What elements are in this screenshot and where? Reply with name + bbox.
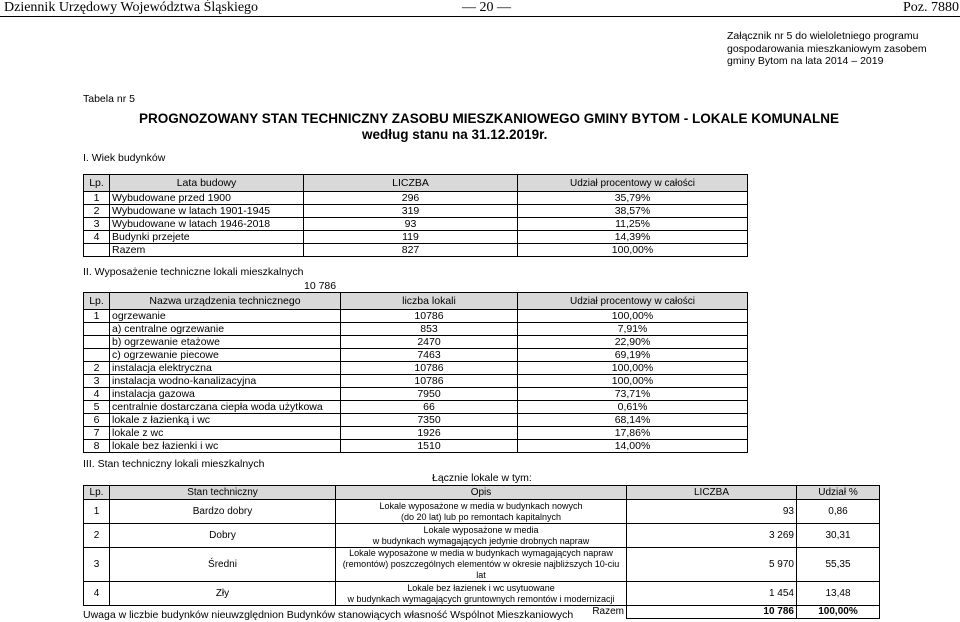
row-share: 55,35 — [797, 548, 880, 582]
table-row — [84, 375, 748, 388]
journal-title: Dziennik Urzędowy Województwa Śląskiego — [4, 0, 259, 15]
row-lp: 1 — [84, 192, 110, 205]
total-share: 100,00% — [797, 606, 880, 619]
table-row — [84, 414, 748, 427]
row-count: 10786 — [341, 375, 518, 388]
annex-note: Załącznik nr 5 do wieloletniego programu gospodarowania mieszkaniowym zasobem gminy Bytom na lata 2014 – 2019 — [727, 30, 927, 68]
footnote: Uwaga w liczbie budynków nieuwzględnion Budynków stanowiących własność Wspólnot Mieszkaniowych — [83, 609, 574, 621]
row-lp: 6 — [84, 414, 110, 427]
age-table-header — [84, 175, 748, 192]
row-count: 5 970 — [627, 548, 797, 582]
row-lp: 2 — [84, 524, 110, 548]
total-share: 100,00% — [518, 244, 748, 257]
row-name: instalacja wodno-kanalizacyjna — [110, 375, 341, 388]
row-desc — [336, 548, 627, 582]
row-share: 13,48 — [797, 582, 880, 606]
row-name: lokale z wc — [110, 427, 341, 440]
row-count: 93 — [304, 218, 518, 231]
row-count: 10786 — [341, 362, 518, 375]
row-desc — [336, 524, 627, 548]
row-count: 7463 — [341, 349, 518, 362]
row-count: 3 269 — [627, 524, 797, 548]
equipment-table-header — [84, 293, 748, 310]
row-name: Wybudowane w latach 1946-2018 — [110, 218, 304, 231]
row-share: 68,14% — [518, 414, 748, 427]
row-lp: 4 — [84, 231, 110, 244]
row-desc-line2: w budynkach wymagających jedynie drobnych napraw — [372, 535, 590, 546]
row-share: 14,39% — [518, 231, 748, 244]
header-lp: Lp. — [84, 486, 110, 500]
header-share: Udział % — [797, 486, 880, 500]
row-lp: 2 — [84, 205, 110, 218]
row-name: c) ogrzewanie piecowe — [110, 349, 341, 362]
row-count: 1510 — [341, 440, 518, 453]
section3-title: III. Stan techniczny lokali mieszkalnych — [83, 458, 265, 470]
table-row — [84, 524, 880, 548]
row-desc-line2: (remontów) poszczególnych elementów w okresie najbliższych 10-ciu lat — [342, 559, 620, 580]
page-number: — 20 — — [462, 0, 511, 15]
row-desc-line2: (do 20 lat) lub po remontach kapitalnych — [400, 511, 562, 522]
row-count: 7350 — [341, 414, 518, 427]
row-count: 2470 — [341, 336, 518, 349]
condition-table-header — [84, 486, 880, 500]
table-row — [84, 362, 748, 375]
row-desc-line1: Lokale wyposażone w media — [423, 524, 539, 535]
row-lp: 4 — [84, 388, 110, 401]
row-share: 30,31 — [797, 524, 880, 548]
row-share: 100,00% — [518, 375, 748, 388]
row-desc — [336, 582, 627, 606]
row-share: 100,00% — [518, 362, 748, 375]
header-count: liczba lokali — [341, 293, 518, 310]
row-count: 296 — [304, 192, 518, 205]
total-label: Razem — [110, 244, 304, 257]
row-share: 100,00% — [518, 310, 748, 323]
row-lp: 4 — [84, 582, 110, 606]
age-table — [83, 174, 748, 257]
row-share: 17,86% — [518, 427, 748, 440]
row-lp: 3 — [84, 548, 110, 582]
row-lp — [84, 349, 110, 362]
table-row — [84, 349, 748, 362]
equipment-table — [83, 292, 748, 453]
condition-table — [83, 485, 880, 619]
row-name: a) centralne ogrzewanie — [110, 323, 341, 336]
row-name: lokale bez łazienki i wc — [110, 440, 341, 453]
row-lp: 1 — [84, 310, 110, 323]
row-state: Zły — [110, 582, 336, 606]
row-count: 7950 — [341, 388, 518, 401]
row-share: 7,91% — [518, 323, 748, 336]
section3-subtitle: Łącznie lokale w tym: — [432, 472, 532, 484]
table-row — [84, 205, 748, 218]
header-years: Lata budowy — [110, 175, 304, 192]
section1-title: I. Wiek budynków — [83, 152, 166, 164]
row-lp: 3 — [84, 375, 110, 388]
table-label: Tabela nr 5 — [83, 93, 135, 105]
row-name: instalacja gazowa — [110, 388, 341, 401]
row-lp — [84, 323, 110, 336]
row-share: 0,86 — [797, 500, 880, 524]
table-row — [84, 323, 748, 336]
row-count: 93 — [627, 500, 797, 524]
header-divider — [0, 16, 960, 17]
total-label: Razem — [592, 606, 624, 618]
row-lp: 1 — [84, 500, 110, 524]
row-name: instalacja elektryczna — [110, 362, 341, 375]
table-row — [84, 218, 748, 231]
table-row — [84, 336, 748, 349]
row-share: 14,00% — [518, 440, 748, 453]
row-name: centralnie dostarczana ciepła woda użytkowa — [110, 401, 341, 414]
row-count: 1 454 — [627, 582, 797, 606]
row-desc-line1: Lokale wyposażone w media w budynkach wymagających napraw — [349, 548, 613, 558]
total-count: 10 786 — [627, 606, 797, 619]
row-share: 22,90% — [518, 336, 748, 349]
header-share: Udział procentowy w całości — [518, 175, 748, 192]
row-lp — [84, 336, 110, 349]
section2-title: II. Wyposażenie techniczne lokali mieszkalnych — [83, 266, 304, 278]
table-row — [84, 231, 748, 244]
row-count: 66 — [341, 401, 518, 414]
row-lp: 8 — [84, 440, 110, 453]
header-share: Udział procentowy w całości — [518, 293, 748, 310]
table-row — [84, 500, 880, 524]
header-lp: Lp. — [84, 293, 110, 310]
row-count: 119 — [304, 231, 518, 244]
row-state: Dobry — [110, 524, 336, 548]
row-state: Bardzo dobry — [110, 500, 336, 524]
row-share: 69,19% — [518, 349, 748, 362]
row-name: b) ogrzewanie etażowe — [110, 336, 341, 349]
row-name: Budynki przejete — [110, 231, 304, 244]
total-apartments: 10 786 — [304, 280, 337, 292]
row-share: 0,61% — [518, 401, 748, 414]
row-desc-line2: w budynkach wymagających gruntownych remontów i modernizacji — [347, 593, 615, 604]
table-row — [84, 192, 748, 205]
row-share: 11,25% — [518, 218, 748, 231]
row-desc-line1: Lokale wyposażone w media w budynkach nowych — [379, 500, 583, 511]
row-count: 853 — [341, 323, 518, 336]
total-count: 827 — [304, 244, 518, 257]
header-name: Nazwa urządzenia technicznego — [110, 293, 341, 310]
row-count: 319 — [304, 205, 518, 218]
row-share: 73,71% — [518, 388, 748, 401]
row-count: 1926 — [341, 427, 518, 440]
row-lp — [84, 244, 110, 257]
table-row — [84, 388, 748, 401]
table-row — [84, 440, 748, 453]
row-lp: 3 — [84, 218, 110, 231]
row-state: Średni — [110, 548, 336, 582]
page-title-line1: PROGNOZOWANY STAN TECHNICZNY ZASOBU MIESZKANIOWEGO GMINY BYTOM - LOKALE KOMUNALNE — [139, 111, 840, 126]
table-row — [84, 548, 880, 582]
row-name: Wybudowane w latach 1901-1945 — [110, 205, 304, 218]
row-lp: 2 — [84, 362, 110, 375]
header-count: LICZBA — [627, 486, 797, 500]
header-count: LICZBA — [304, 175, 518, 192]
row-desc — [336, 500, 627, 524]
row-desc-line1: Lokale bez łazienek i wc usytuowane — [407, 582, 555, 593]
row-lp: 7 — [84, 427, 110, 440]
row-name: lokale z łazienką i wc — [110, 414, 341, 427]
page-title-line2: według stanu na 31.12.2019r. — [362, 127, 548, 142]
row-count: 10786 — [341, 310, 518, 323]
header-desc: Opis — [336, 486, 627, 500]
header-lp: Lp. — [84, 175, 110, 192]
row-share: 35,79% — [518, 192, 748, 205]
header-state: Stan techniczny — [110, 486, 336, 500]
table-row — [84, 582, 880, 606]
table-row — [84, 401, 748, 414]
row-share: 38,57% — [518, 205, 748, 218]
position-number: Poz. 7880 — [903, 0, 959, 15]
row-lp: 5 — [84, 401, 110, 414]
table-row — [84, 427, 748, 440]
table-total-row — [84, 244, 748, 257]
row-name: Wybudowane przed 1900 — [110, 192, 304, 205]
table-row — [84, 310, 748, 323]
row-name: ogrzewanie — [110, 310, 341, 323]
